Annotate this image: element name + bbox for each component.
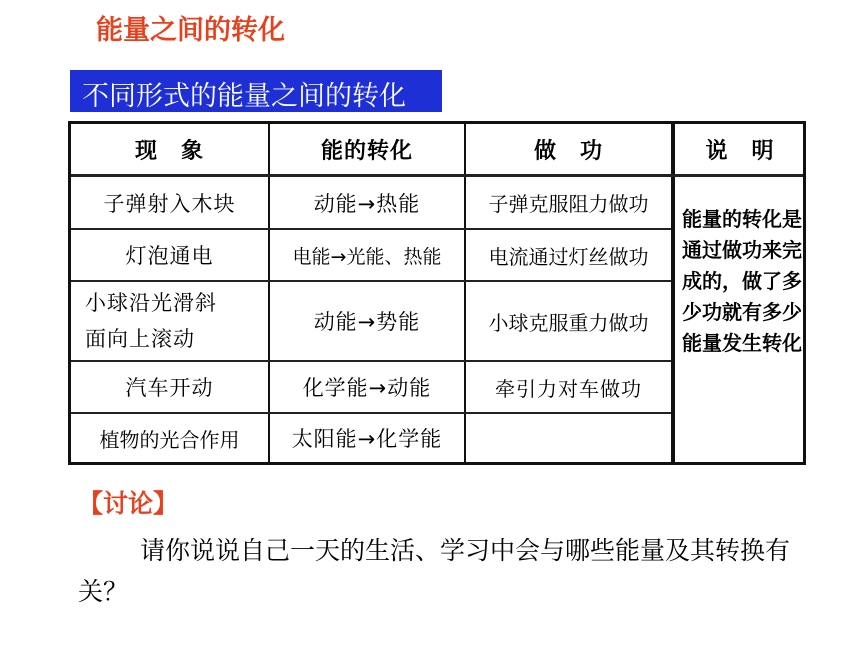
cell-work: 牵引力对车做功: [495, 376, 642, 401]
cell-phenomenon: 子弹射入木块: [103, 191, 236, 216]
header-note: 说 明: [705, 138, 775, 164]
cell-conversion: 太阳能→化学能: [291, 427, 443, 451]
cell-conversion: 电能→光能、热能: [292, 245, 442, 268]
cell-phenomenon: 灯泡通电: [125, 244, 214, 268]
cell-note: 能量的转化是通过做功来完成的，做了多少功就有多少能量发生转化: [682, 207, 802, 355]
subtitle-banner: [70, 70, 442, 112]
cell-phenomenon: 汽车开动: [125, 376, 214, 400]
page-title: 能量之间的转化: [96, 15, 285, 46]
header-phenomenon: 现 象: [134, 138, 204, 164]
cell-conversion: 动能→热能: [313, 191, 421, 216]
discussion-text: 请你说说自己一天的生活、学习中会与哪些能量及其转换有关？: [78, 536, 791, 606]
cell-conversion: 动能→势能: [313, 310, 421, 334]
subtitle-text: 不同形式的能量之间的转化: [82, 81, 406, 112]
cell-conversion: 化学能→动能: [302, 376, 432, 400]
cell-phenomenon: 植物的光合作用: [99, 427, 240, 452]
cell-phenomenon-line: 面向上滚动: [85, 327, 195, 351]
cell-work: 电流通过灯丝做功: [488, 244, 649, 269]
discussion-label: 【讨论】: [78, 489, 179, 518]
header-conversion: 能的转化: [320, 138, 413, 164]
cell-work: 子弹克服阻力做功: [488, 192, 649, 216]
cell-phenomenon-multiline: [71, 282, 268, 360]
energy-conversion-table: [68, 121, 806, 465]
cell-phenomenon-line: 小球沿光滑斜: [85, 291, 217, 315]
cell-work: [466, 414, 671, 462]
cell-work: 小球克服重力做功: [488, 310, 649, 335]
header-work: 做 功: [533, 138, 603, 164]
